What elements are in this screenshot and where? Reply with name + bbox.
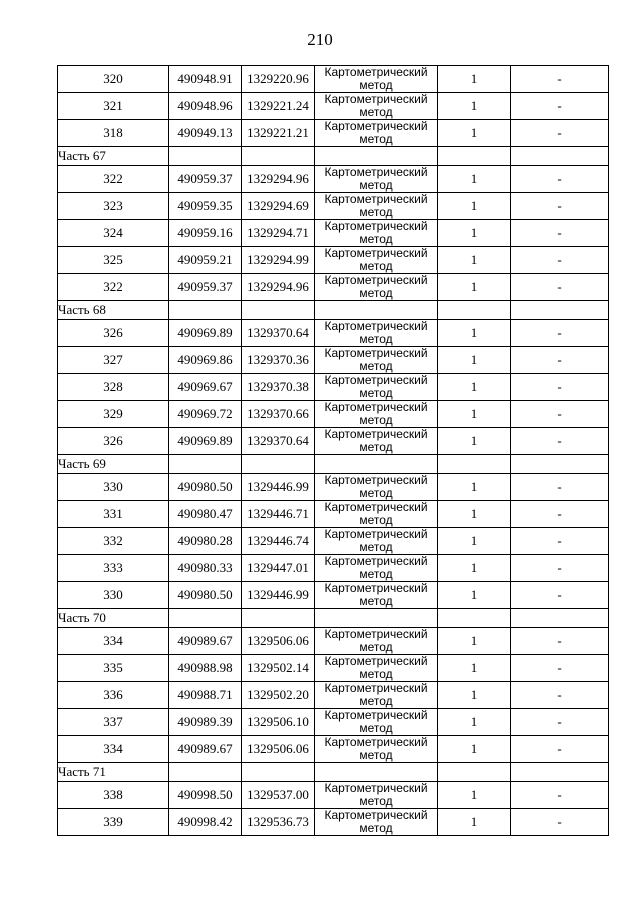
part-header-row: [58, 763, 609, 782]
part-header-row: [58, 301, 609, 320]
method-cell: Картометрический метод: [315, 428, 438, 455]
accuracy-cell: 1: [438, 655, 511, 682]
x-coordinate-cell: 490969.86: [169, 347, 242, 374]
dash-cell: -: [511, 66, 609, 93]
point-number-cell: 321: [58, 93, 169, 120]
table-row: [58, 120, 609, 147]
coordinates-table-body: [58, 66, 609, 836]
method-cell: Картометрический метод: [315, 474, 438, 501]
y-coordinate-cell: 1329370.38: [242, 374, 315, 401]
empty-cell: [315, 147, 438, 166]
point-number-cell: 335: [58, 655, 169, 682]
y-coordinate-cell: 1329220.96: [242, 66, 315, 93]
dash-cell: -: [511, 809, 609, 836]
part-label: Часть 69: [58, 455, 169, 474]
accuracy-cell: 1: [438, 220, 511, 247]
point-number-cell: 334: [58, 736, 169, 763]
empty-cell: [169, 763, 242, 782]
accuracy-cell: 1: [438, 193, 511, 220]
accuracy-cell: 1: [438, 501, 511, 528]
dash-cell: -: [511, 428, 609, 455]
y-coordinate-cell: 1329294.69: [242, 193, 315, 220]
y-coordinate-cell: 1329446.74: [242, 528, 315, 555]
table-row: [58, 247, 609, 274]
x-coordinate-cell: 490980.33: [169, 555, 242, 582]
x-coordinate-cell: 490989.39: [169, 709, 242, 736]
accuracy-cell: 1: [438, 809, 511, 836]
table-row: [58, 193, 609, 220]
part-header-row: [58, 455, 609, 474]
accuracy-cell: 1: [438, 93, 511, 120]
x-coordinate-cell: 490959.21: [169, 247, 242, 274]
point-number-cell: 326: [58, 320, 169, 347]
x-coordinate-cell: 490969.89: [169, 428, 242, 455]
x-coordinate-cell: 490959.16: [169, 220, 242, 247]
y-coordinate-cell: 1329446.99: [242, 474, 315, 501]
dash-cell: -: [511, 247, 609, 274]
point-number-cell: 318: [58, 120, 169, 147]
method-cell: Картометрический метод: [315, 809, 438, 836]
table-row: [58, 220, 609, 247]
dash-cell: -: [511, 220, 609, 247]
part-label: Часть 71: [58, 763, 169, 782]
empty-cell: [169, 455, 242, 474]
point-number-cell: 330: [58, 474, 169, 501]
method-cell: Картометрический метод: [315, 528, 438, 555]
empty-cell: [438, 763, 511, 782]
y-coordinate-cell: 1329370.64: [242, 320, 315, 347]
dash-cell: -: [511, 782, 609, 809]
dash-cell: -: [511, 682, 609, 709]
method-cell: Картометрический метод: [315, 247, 438, 274]
method-cell: Картометрический метод: [315, 555, 438, 582]
dash-cell: -: [511, 474, 609, 501]
accuracy-cell: 1: [438, 682, 511, 709]
point-number-cell: 331: [58, 501, 169, 528]
accuracy-cell: 1: [438, 782, 511, 809]
table-row: [58, 809, 609, 836]
x-coordinate-cell: 490988.71: [169, 682, 242, 709]
x-coordinate-cell: 490948.96: [169, 93, 242, 120]
dash-cell: -: [511, 93, 609, 120]
dash-cell: -: [511, 120, 609, 147]
method-cell: Картометрический метод: [315, 709, 438, 736]
table-row: [58, 501, 609, 528]
x-coordinate-cell: 490998.50: [169, 782, 242, 809]
empty-cell: [242, 301, 315, 320]
empty-cell: [511, 763, 609, 782]
method-cell: Картометрический метод: [315, 501, 438, 528]
dash-cell: -: [511, 628, 609, 655]
point-number-cell: 332: [58, 528, 169, 555]
x-coordinate-cell: 490980.50: [169, 582, 242, 609]
y-coordinate-cell: 1329506.10: [242, 709, 315, 736]
accuracy-cell: 1: [438, 374, 511, 401]
y-coordinate-cell: 1329446.99: [242, 582, 315, 609]
part-label: Часть 70: [58, 609, 169, 628]
empty-cell: [315, 455, 438, 474]
method-cell: Картометрический метод: [315, 166, 438, 193]
method-cell: Картометрический метод: [315, 347, 438, 374]
table-row: [58, 374, 609, 401]
empty-cell: [315, 763, 438, 782]
table-row: [58, 401, 609, 428]
table-row: [58, 166, 609, 193]
accuracy-cell: 1: [438, 428, 511, 455]
accuracy-cell: 1: [438, 582, 511, 609]
method-cell: Картометрический метод: [315, 193, 438, 220]
empty-cell: [242, 763, 315, 782]
empty-cell: [242, 147, 315, 166]
method-cell: Картометрический метод: [315, 220, 438, 247]
method-cell: Картометрический метод: [315, 582, 438, 609]
empty-cell: [315, 301, 438, 320]
accuracy-cell: 1: [438, 66, 511, 93]
dash-cell: -: [511, 736, 609, 763]
x-coordinate-cell: 490969.72: [169, 401, 242, 428]
x-coordinate-cell: 490949.13: [169, 120, 242, 147]
x-coordinate-cell: 490959.37: [169, 166, 242, 193]
empty-cell: [438, 147, 511, 166]
point-number-cell: 337: [58, 709, 169, 736]
accuracy-cell: 1: [438, 247, 511, 274]
table-row: [58, 555, 609, 582]
empty-cell: [511, 147, 609, 166]
part-header-row: [58, 609, 609, 628]
empty-cell: [169, 147, 242, 166]
method-cell: Картометрический метод: [315, 66, 438, 93]
dash-cell: -: [511, 555, 609, 582]
point-number-cell: 322: [58, 274, 169, 301]
empty-cell: [511, 455, 609, 474]
y-coordinate-cell: 1329502.14: [242, 655, 315, 682]
point-number-cell: 329: [58, 401, 169, 428]
method-cell: Картометрический метод: [315, 628, 438, 655]
y-coordinate-cell: 1329294.96: [242, 166, 315, 193]
accuracy-cell: 1: [438, 347, 511, 374]
empty-cell: [511, 301, 609, 320]
dash-cell: -: [511, 528, 609, 555]
y-coordinate-cell: 1329294.71: [242, 220, 315, 247]
empty-cell: [169, 609, 242, 628]
y-coordinate-cell: 1329370.66: [242, 401, 315, 428]
x-coordinate-cell: 490959.35: [169, 193, 242, 220]
table-row: [58, 428, 609, 455]
empty-cell: [242, 455, 315, 474]
accuracy-cell: 1: [438, 709, 511, 736]
dash-cell: -: [511, 347, 609, 374]
x-coordinate-cell: 490989.67: [169, 736, 242, 763]
table-row: [58, 736, 609, 763]
table-row: [58, 347, 609, 374]
accuracy-cell: 1: [438, 120, 511, 147]
method-cell: Картометрический метод: [315, 320, 438, 347]
point-number-cell: 336: [58, 682, 169, 709]
x-coordinate-cell: 490959.37: [169, 274, 242, 301]
dash-cell: -: [511, 655, 609, 682]
y-coordinate-cell: 1329447.01: [242, 555, 315, 582]
table-row: [58, 528, 609, 555]
point-number-cell: 320: [58, 66, 169, 93]
method-cell: Картометрический метод: [315, 374, 438, 401]
y-coordinate-cell: 1329536.73: [242, 809, 315, 836]
y-coordinate-cell: 1329506.06: [242, 628, 315, 655]
table-row: [58, 66, 609, 93]
point-number-cell: 325: [58, 247, 169, 274]
y-coordinate-cell: 1329506.06: [242, 736, 315, 763]
x-coordinate-cell: 490980.50: [169, 474, 242, 501]
x-coordinate-cell: 490969.89: [169, 320, 242, 347]
point-number-cell: 338: [58, 782, 169, 809]
accuracy-cell: 1: [438, 320, 511, 347]
table-row: [58, 628, 609, 655]
accuracy-cell: 1: [438, 736, 511, 763]
x-coordinate-cell: 490980.28: [169, 528, 242, 555]
coordinates-table: [57, 65, 609, 836]
dash-cell: -: [511, 401, 609, 428]
y-coordinate-cell: 1329370.64: [242, 428, 315, 455]
y-coordinate-cell: 1329294.99: [242, 247, 315, 274]
y-coordinate-cell: 1329537.00: [242, 782, 315, 809]
method-cell: Картометрический метод: [315, 120, 438, 147]
x-coordinate-cell: 490969.67: [169, 374, 242, 401]
accuracy-cell: 1: [438, 166, 511, 193]
point-number-cell: 330: [58, 582, 169, 609]
table-row: [58, 474, 609, 501]
empty-cell: [511, 609, 609, 628]
method-cell: Картометрический метод: [315, 682, 438, 709]
method-cell: Картометрический метод: [315, 93, 438, 120]
x-coordinate-cell: 490989.67: [169, 628, 242, 655]
point-number-cell: 323: [58, 193, 169, 220]
table-row: [58, 582, 609, 609]
x-coordinate-cell: 490998.42: [169, 809, 242, 836]
table-row: [58, 782, 609, 809]
empty-cell: [438, 455, 511, 474]
point-number-cell: 339: [58, 809, 169, 836]
dash-cell: -: [511, 166, 609, 193]
accuracy-cell: 1: [438, 555, 511, 582]
method-cell: Картометрический метод: [315, 655, 438, 682]
method-cell: Картометрический метод: [315, 736, 438, 763]
table-row: [58, 682, 609, 709]
point-number-cell: 328: [58, 374, 169, 401]
y-coordinate-cell: 1329370.36: [242, 347, 315, 374]
point-number-cell: 334: [58, 628, 169, 655]
x-coordinate-cell: 490980.47: [169, 501, 242, 528]
part-label: Часть 68: [58, 301, 169, 320]
method-cell: Картометрический метод: [315, 782, 438, 809]
part-header-row: [58, 147, 609, 166]
point-number-cell: 327: [58, 347, 169, 374]
method-cell: Картометрический метод: [315, 274, 438, 301]
empty-cell: [438, 301, 511, 320]
table-row: [58, 709, 609, 736]
accuracy-cell: 1: [438, 274, 511, 301]
dash-cell: -: [511, 320, 609, 347]
y-coordinate-cell: 1329446.71: [242, 501, 315, 528]
dash-cell: -: [511, 274, 609, 301]
point-number-cell: 324: [58, 220, 169, 247]
table-row: [58, 274, 609, 301]
point-number-cell: 322: [58, 166, 169, 193]
accuracy-cell: 1: [438, 628, 511, 655]
table-row: [58, 320, 609, 347]
y-coordinate-cell: 1329221.21: [242, 120, 315, 147]
point-number-cell: 326: [58, 428, 169, 455]
empty-cell: [242, 609, 315, 628]
accuracy-cell: 1: [438, 474, 511, 501]
accuracy-cell: 1: [438, 401, 511, 428]
empty-cell: [169, 301, 242, 320]
y-coordinate-cell: 1329294.96: [242, 274, 315, 301]
y-coordinate-cell: 1329502.20: [242, 682, 315, 709]
x-coordinate-cell: 490988.98: [169, 655, 242, 682]
y-coordinate-cell: 1329221.24: [242, 93, 315, 120]
point-number-cell: 333: [58, 555, 169, 582]
dash-cell: -: [511, 374, 609, 401]
dash-cell: -: [511, 193, 609, 220]
accuracy-cell: 1: [438, 528, 511, 555]
x-coordinate-cell: 490948.91: [169, 66, 242, 93]
table-row: [58, 93, 609, 120]
empty-cell: [438, 609, 511, 628]
table-row: [58, 655, 609, 682]
page-number: 210: [307, 30, 333, 49]
empty-cell: [315, 609, 438, 628]
dash-cell: -: [511, 709, 609, 736]
dash-cell: -: [511, 582, 609, 609]
dash-cell: -: [511, 501, 609, 528]
part-label: Часть 67: [58, 147, 169, 166]
method-cell: Картометрический метод: [315, 401, 438, 428]
